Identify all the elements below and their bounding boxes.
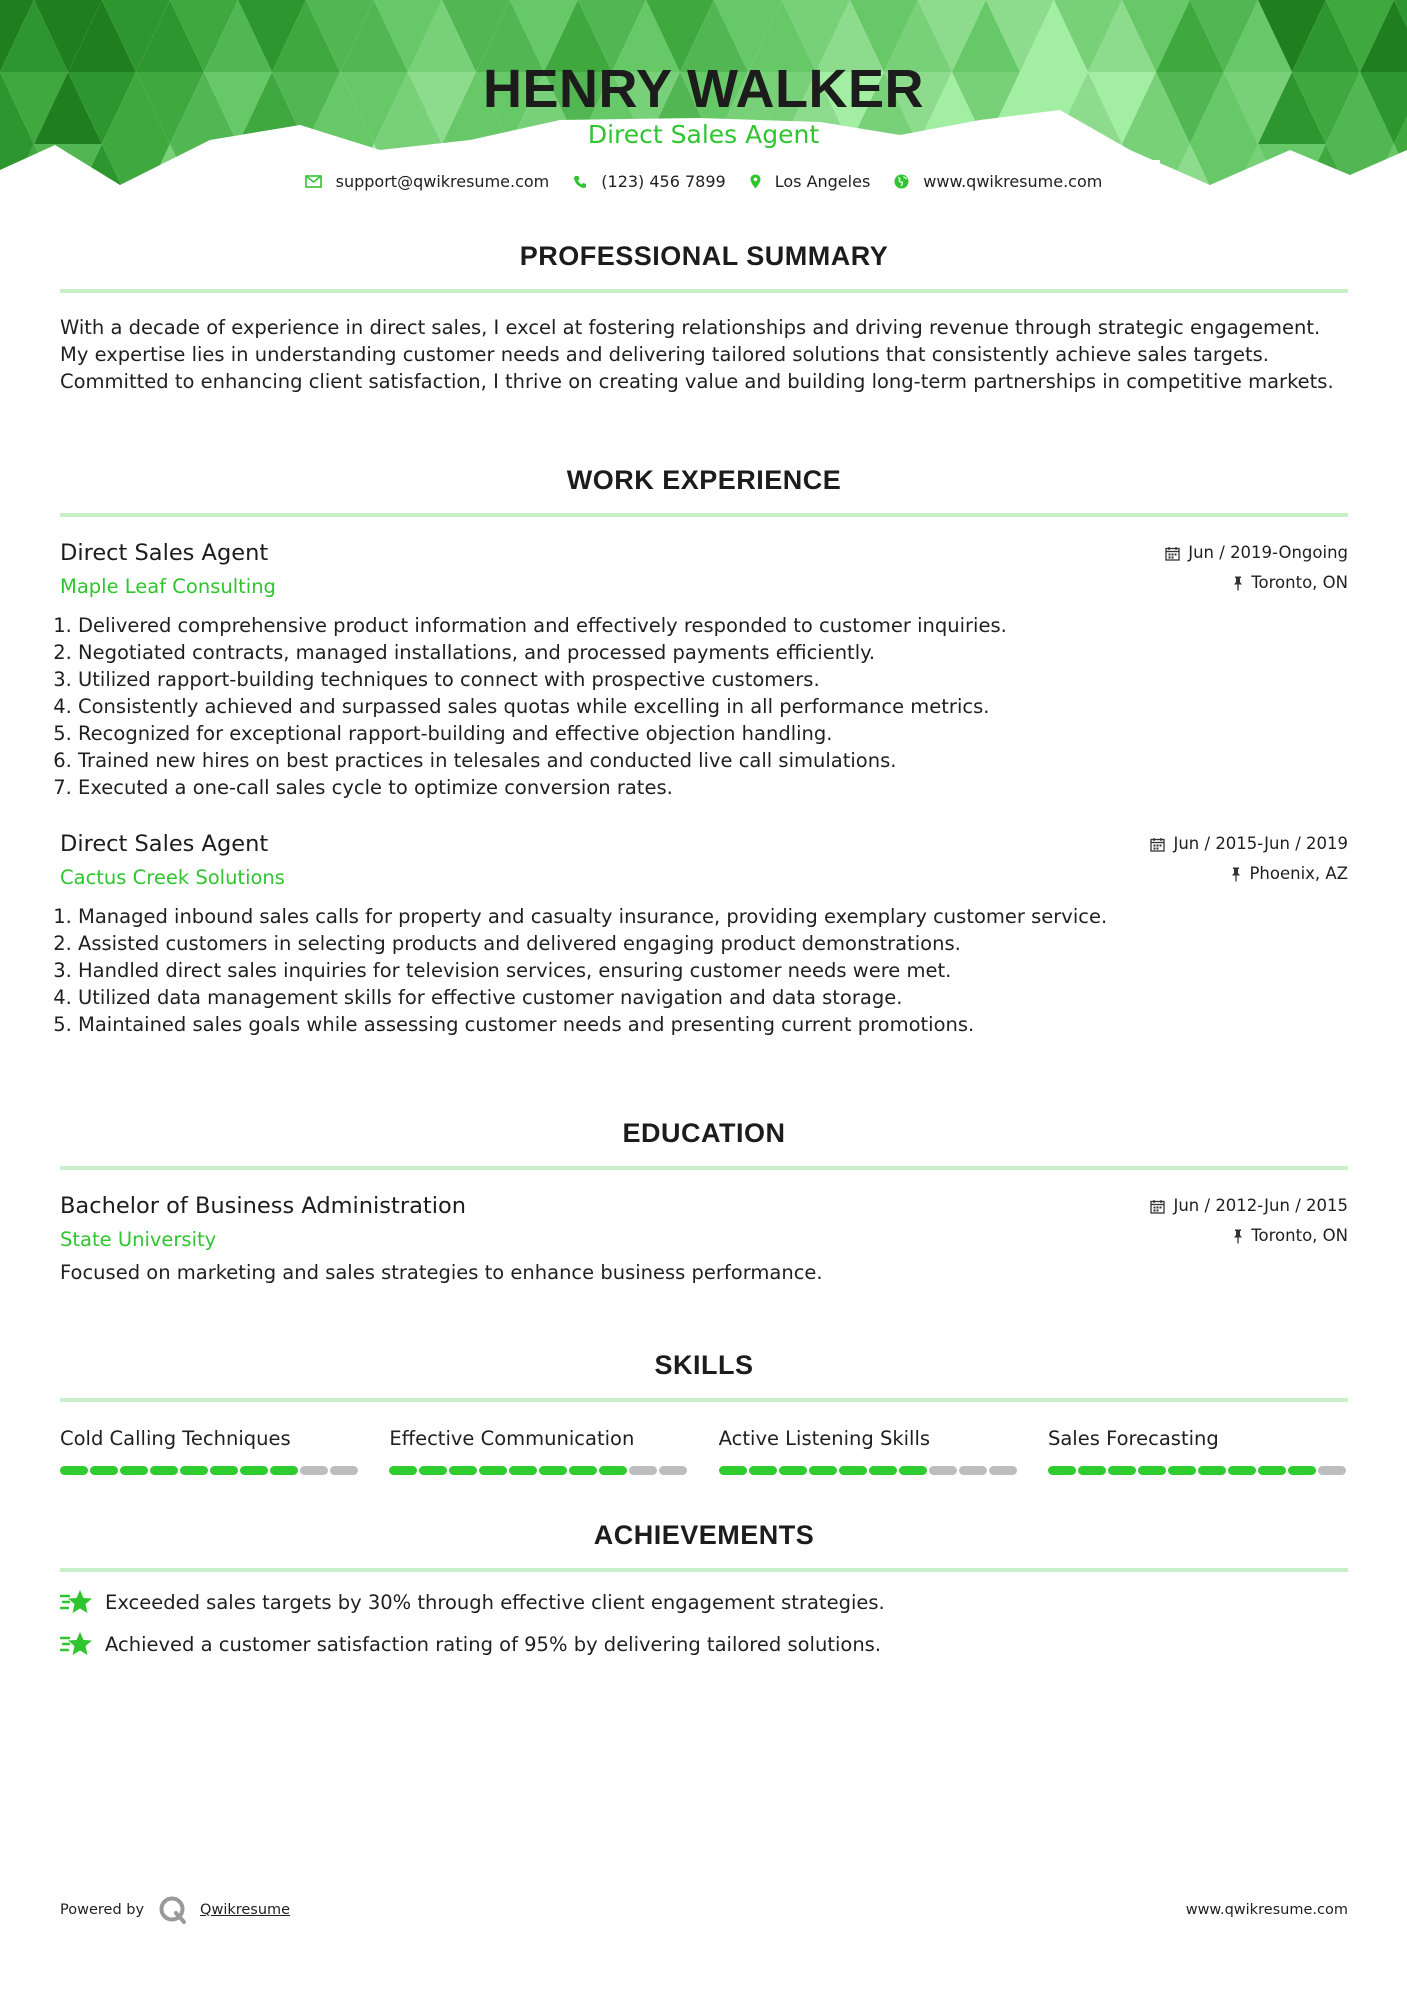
skill-level-segment: [1048, 1466, 1076, 1475]
globe-icon: [894, 174, 909, 189]
footer-website[interactable]: www.qwikresume.com: [1185, 1902, 1348, 1918]
skill-level-segment: [419, 1466, 447, 1475]
candidate-name: HENRY WALKER: [482, 59, 925, 119]
skill-level-segment: [599, 1466, 627, 1475]
achievements-heading: ACHIEVEMENTS: [593, 1520, 815, 1550]
skill-level-segment: [1168, 1466, 1196, 1475]
contact-email[interactable]: [305, 172, 550, 191]
education-dates-text: Jun / 2012-Jun / 2015: [1173, 1196, 1348, 1215]
calendar-icon: [1165, 546, 1180, 561]
section-divider: [60, 1166, 1348, 1170]
contact-website[interactable]: [894, 172, 1102, 191]
experience-heading: WORK EXPERIENCE: [566, 465, 842, 495]
skill-level-segment: [1228, 1466, 1256, 1475]
skill-level-segment: [300, 1466, 328, 1475]
job-entry: [60, 829, 1348, 1038]
skill-level-segment: [1318, 1466, 1346, 1475]
education-section: [60, 1116, 1348, 1286]
calendar-icon: [1150, 837, 1165, 852]
skill-level-segment: [270, 1466, 298, 1475]
skill-level-bar: [719, 1466, 1019, 1475]
list-item: 5. Recognized for exceptional rapport-building and effective objection handling.: [78, 720, 1348, 747]
skill-name: Active Listening Skills: [718, 1427, 931, 1450]
job-company: Cactus Creek Solutions: [60, 866, 285, 889]
star-icon: [60, 1588, 93, 1616]
skill-level-segment: [869, 1466, 897, 1475]
skill-level-segment: [330, 1466, 358, 1475]
job-dates-text: Jun / 2019-Ongoing: [1188, 543, 1348, 562]
contact-bar: [0, 172, 1407, 191]
footer: [60, 1895, 1348, 1925]
job-dates-text: Jun / 2015-Jun / 2019: [1173, 834, 1348, 853]
job-location-text: Phoenix, AZ: [1249, 864, 1348, 883]
section-divider: [60, 289, 1348, 293]
list-item: 4. Consistently achieved and surpassed sales quotas while excelling in all performance metrics.: [78, 693, 1348, 720]
job-location-text: Toronto, ON: [1251, 573, 1348, 592]
skill-level-segment: [90, 1466, 118, 1475]
list-item: 2. Negotiated contracts, managed installations, and processed payments efficiently.: [78, 639, 1348, 666]
job-title: Direct Sales Agent: [60, 540, 269, 566]
skill-level-segment: [449, 1466, 477, 1475]
section-divider: [60, 1398, 1348, 1402]
skill-level-segment: [1108, 1466, 1136, 1475]
achievement-text: Exceeded sales targets by 30% through effective client engagement strategies.: [105, 1590, 885, 1614]
skill-level-segment: [659, 1466, 687, 1475]
skill-level-segment: [389, 1466, 417, 1475]
qwikresume-logo-icon: [158, 1895, 188, 1925]
skills-row: [60, 1424, 1348, 1475]
skill-item: [1048, 1424, 1348, 1475]
skill-level-bar: [389, 1466, 689, 1475]
skills-section: [60, 1348, 1348, 1475]
map-pin-icon: [750, 174, 761, 189]
job-company: Maple Leaf Consulting: [60, 575, 276, 598]
skill-level-segment: [120, 1466, 148, 1475]
school-name: State University: [60, 1228, 217, 1251]
job-bullets: [60, 612, 1348, 801]
skill-level-segment: [989, 1466, 1017, 1475]
list-item: 5. Maintained sales goals while assessing customer needs and presenting current promotions.: [78, 1011, 1348, 1038]
phone-text: (123) 456 7899: [601, 172, 726, 191]
list-item: 1. Managed inbound sales calls for property and casualty insurance, providing exemplary customer service.: [78, 903, 1348, 930]
summary-heading: PROFESSIONAL SUMMARY: [519, 241, 889, 271]
skill-level-segment: [479, 1466, 507, 1475]
website-text: www.qwikresume.com: [923, 172, 1103, 191]
skill-level-segment: [1078, 1466, 1106, 1475]
job-location: [1150, 859, 1348, 889]
job-entry: [60, 538, 1348, 801]
list-item: 4. Utilized data management skills for effective customer navigation and data storage.: [78, 984, 1348, 1011]
list-item: 3. Utilized rapport-building techniques to connect with prospective customers.: [78, 666, 1348, 693]
job-bullets: [60, 903, 1348, 1038]
pushpin-icon: [1233, 1229, 1243, 1244]
skill-level-segment: [749, 1466, 777, 1475]
education-location: [1150, 1221, 1348, 1251]
summary-text: With a decade of experience in direct sales, I excel at fostering relationships and driving revenue through strategic engagement. My expertise lies in understanding customer needs and delivering tailored solutions that consistently achieve sales targets. Committed to enhancing client satisfaction, I thrive on creating value and building long-term partnerships in competitive markets.: [60, 316, 1334, 393]
skill-level-bar: [60, 1466, 360, 1475]
pushpin-icon: [1231, 867, 1241, 882]
skill-level-segment: [1198, 1466, 1226, 1475]
candidate-role: Direct Sales Agent: [587, 120, 820, 149]
skill-level-bar: [1048, 1466, 1348, 1475]
skill-name: Effective Communication: [389, 1427, 635, 1450]
section-divider: [60, 1568, 1348, 1572]
powered-by-label: Powered by: [60, 1902, 145, 1918]
education-heading: EDUCATION: [622, 1118, 786, 1148]
skill-level-segment: [1138, 1466, 1166, 1475]
achievement-item: [60, 1628, 1348, 1660]
skill-item: [719, 1424, 1019, 1475]
experience-section: [60, 463, 1348, 1038]
skill-level-segment: [719, 1466, 747, 1475]
skill-level-segment: [629, 1466, 657, 1475]
skill-item: [60, 1424, 360, 1475]
skill-level-segment: [1258, 1466, 1286, 1475]
skill-level-segment: [60, 1466, 88, 1475]
list-item: 3. Handled direct sales inquiries for television services, ensuring customer needs were met.: [78, 957, 1348, 984]
skill-level-segment: [1288, 1466, 1316, 1475]
skill-level-segment: [539, 1466, 567, 1475]
skill-level-segment: [929, 1466, 957, 1475]
pushpin-icon: [1233, 576, 1243, 591]
qwikresume-link[interactable]: Qwikresume: [200, 1902, 291, 1918]
skill-name: Sales Forecasting: [1047, 1427, 1219, 1450]
job-location: [1165, 568, 1348, 598]
email-text: support@qwikresume.com: [335, 172, 550, 191]
contact-phone[interactable]: [573, 172, 725, 191]
calendar-icon: [1150, 1199, 1165, 1214]
degree-title: Bachelor of Business Administration: [60, 1193, 466, 1219]
skill-level-segment: [839, 1466, 867, 1475]
list-item: 1. Delivered comprehensive product information and effectively responded to customer inquiries.: [78, 612, 1348, 639]
list-item: 6. Trained new hires on best practices in telesales and conducted live call simulations.: [78, 747, 1348, 774]
skill-level-segment: [210, 1466, 238, 1475]
job-dates: [1150, 829, 1348, 859]
skill-level-segment: [150, 1466, 178, 1475]
achievements-section: [60, 1518, 1348, 1660]
list-item: 7. Executed a one-call sales cycle to optimize conversion rates.: [78, 774, 1348, 801]
envelope-icon: [305, 175, 322, 188]
summary-section: [60, 239, 1348, 395]
skill-item: [389, 1424, 689, 1475]
skill-level-segment: [509, 1466, 537, 1475]
education-dates: [1150, 1191, 1348, 1221]
skill-level-segment: [180, 1466, 208, 1475]
education-location-text: Toronto, ON: [1251, 1226, 1348, 1245]
list-item: 2. Assisted customers in selecting products and delivered engaging product demonstrations.: [78, 930, 1348, 957]
skill-level-segment: [240, 1466, 268, 1475]
skill-level-segment: [569, 1466, 597, 1475]
skill-level-segment: [779, 1466, 807, 1475]
skill-level-segment: [809, 1466, 837, 1475]
achievement-item: [60, 1586, 1348, 1618]
star-icon: [60, 1630, 93, 1658]
phone-icon: [573, 175, 587, 189]
skill-level-segment: [899, 1466, 927, 1475]
skill-name: Cold Calling Techniques: [60, 1427, 291, 1450]
skill-level-segment: [959, 1466, 987, 1475]
contact-location: [750, 172, 871, 191]
education-description: Focused on marketing and sales strategies to enhance business performance.: [60, 1261, 823, 1284]
skills-heading: SKILLS: [654, 1350, 754, 1380]
achievement-text: Achieved a customer satisfaction rating of 95% by delivering tailored solutions.: [105, 1632, 882, 1656]
job-dates: [1165, 538, 1348, 568]
section-divider: [60, 513, 1348, 517]
location-text: Los Angeles: [774, 172, 871, 191]
job-title: Direct Sales Agent: [60, 831, 269, 857]
